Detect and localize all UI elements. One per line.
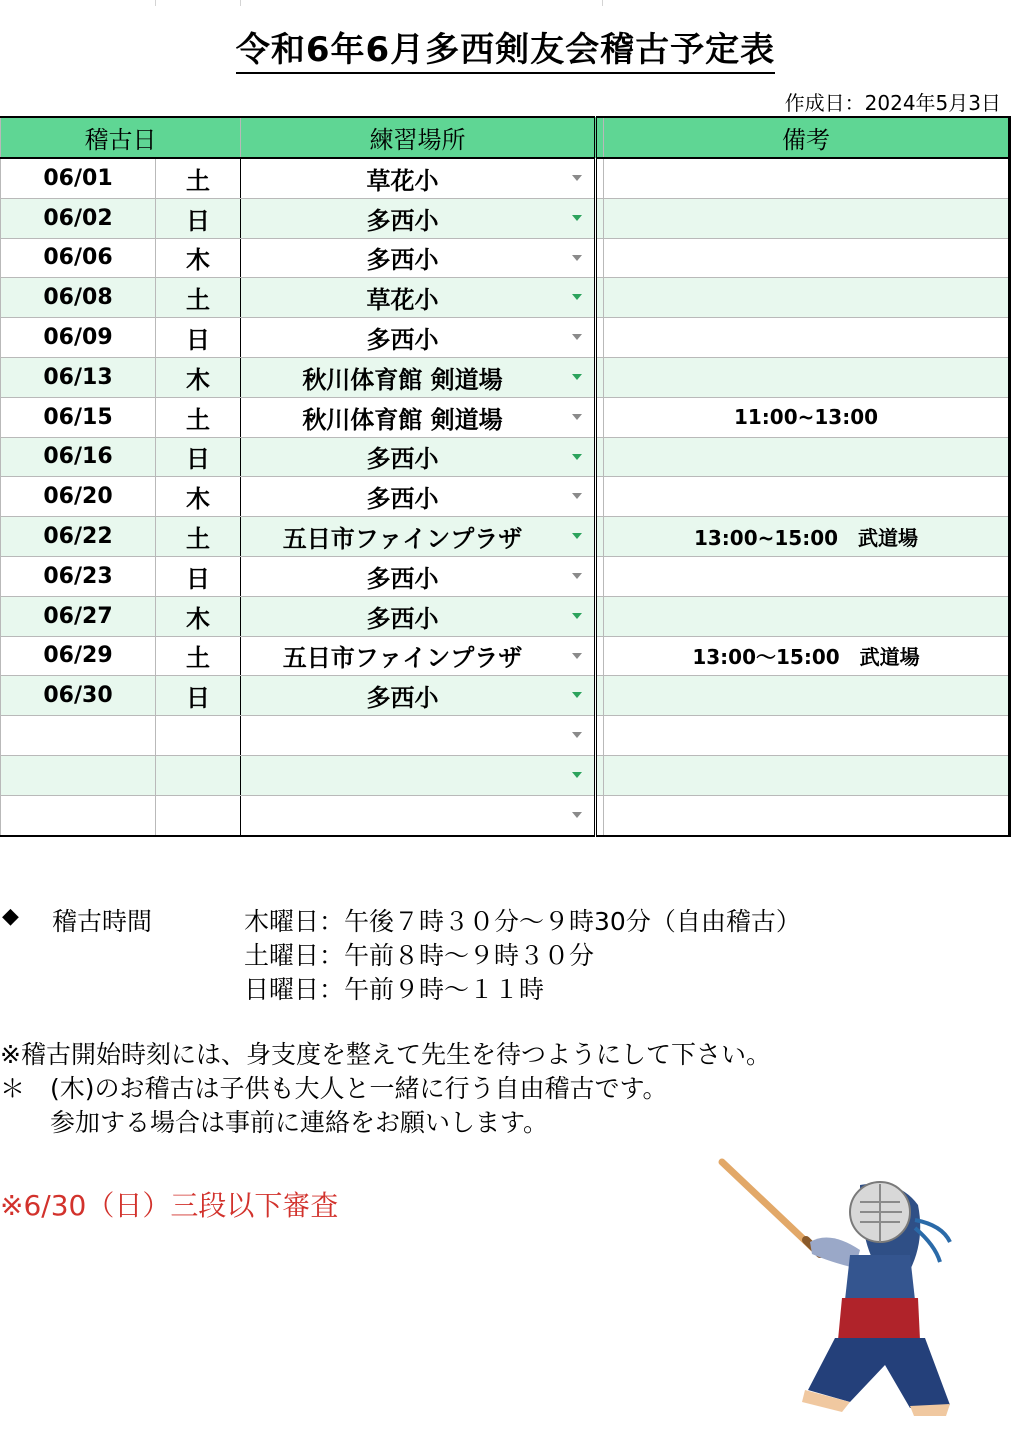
row-date: 06/15 <box>1 397 156 437</box>
row-place: 多西小 <box>366 564 439 593</box>
place-dropdown[interactable] <box>241 198 596 238</box>
row-note <box>604 795 1010 835</box>
place-dropdown[interactable] <box>241 716 596 756</box>
place-dropdown[interactable] <box>241 795 596 835</box>
table-row <box>1 437 1010 477</box>
row-weekday: 木 <box>156 357 241 397</box>
place-dropdown[interactable] <box>241 636 596 676</box>
row-place: 多西小 <box>366 604 439 633</box>
row-note: 13:00〜15:00 武道場 <box>604 636 1010 676</box>
table-row <box>1 158 1010 198</box>
row-note <box>604 556 1010 596</box>
column-separator <box>596 716 604 756</box>
column-separator <box>596 238 604 278</box>
schedule-table <box>0 116 1011 837</box>
table-row <box>1 517 1010 557</box>
dropdown-arrow-icon[interactable] <box>572 493 582 499</box>
row-note <box>604 596 1010 636</box>
row-place: 多西小 <box>366 485 439 514</box>
row-note <box>604 278 1010 318</box>
row-weekday: 木 <box>156 596 241 636</box>
table-row <box>1 238 1010 278</box>
place-dropdown[interactable] <box>241 596 596 636</box>
row-date: 06/16 <box>1 437 156 477</box>
column-separator <box>596 198 604 238</box>
column-separator <box>596 278 604 318</box>
row-date: 06/06 <box>1 238 156 278</box>
dropdown-arrow-icon[interactable] <box>572 533 582 539</box>
note-line-3-text: 参加する場合は事前に連絡をお願いします。 <box>50 1108 549 1137</box>
row-note: 11:00~13:00 <box>604 397 1010 437</box>
row-note <box>604 318 1010 358</box>
dropdown-arrow-icon[interactable] <box>572 573 582 579</box>
row-weekday <box>156 755 241 795</box>
dropdown-arrow-icon[interactable] <box>572 334 582 340</box>
dropdown-arrow-icon[interactable] <box>572 692 582 698</box>
column-separator <box>596 676 604 716</box>
table-row <box>1 318 1010 358</box>
dropdown-arrow-icon[interactable] <box>572 732 582 738</box>
row-weekday: 土 <box>156 636 241 676</box>
dropdown-arrow-icon[interactable] <box>572 613 582 619</box>
row-place: 五日市ファインプラザ <box>282 525 523 554</box>
notes-block <box>0 1038 771 1140</box>
row-date <box>1 716 156 756</box>
dropdown-arrow-icon[interactable] <box>572 414 582 420</box>
place-dropdown[interactable] <box>241 238 596 278</box>
dropdown-arrow-icon[interactable] <box>572 294 582 300</box>
dropdown-arrow-icon[interactable] <box>572 772 582 778</box>
column-separator <box>596 437 604 477</box>
row-note <box>604 198 1010 238</box>
header-date: 稽古日 <box>1 117 241 158</box>
table-row <box>1 477 1010 517</box>
row-place: 多西小 <box>366 326 439 355</box>
column-separator <box>596 596 604 636</box>
row-weekday: 日 <box>156 556 241 596</box>
row-weekday <box>156 795 241 835</box>
row-note <box>604 755 1010 795</box>
note-line-1: ※稽古開始時刻には、身支度を整えて先生を待つようにして下さい。 <box>0 1040 771 1069</box>
page-title <box>0 22 1011 71</box>
dropdown-arrow-icon[interactable] <box>572 215 582 221</box>
column-separator <box>596 158 604 198</box>
table-row <box>1 556 1010 596</box>
row-date: 06/20 <box>1 477 156 517</box>
row-note <box>604 437 1010 477</box>
table-row <box>1 755 1010 795</box>
row-date: 06/23 <box>1 556 156 596</box>
note-line-2-text: (木)のお稽古は子供も大人と一緒に行う自由稽古です。 <box>50 1074 668 1103</box>
row-note <box>604 676 1010 716</box>
row-weekday: 土 <box>156 397 241 437</box>
dropdown-arrow-icon[interactable] <box>572 454 582 460</box>
row-place: 多西小 <box>366 246 439 275</box>
column-separator <box>596 318 604 358</box>
row-place: 多西小 <box>366 206 439 235</box>
place-dropdown[interactable] <box>241 755 596 795</box>
row-place: 多西小 <box>366 445 439 474</box>
row-date: 06/27 <box>1 596 156 636</box>
row-weekday: 日 <box>156 676 241 716</box>
row-place: 秋川体育館 剣道場 <box>302 405 503 434</box>
row-date <box>1 795 156 835</box>
place-dropdown[interactable] <box>241 437 596 477</box>
dropdown-arrow-icon[interactable] <box>572 653 582 659</box>
page-title-text: 令和6年6月多西剣友会稽古予定表 <box>236 30 775 74</box>
place-dropdown[interactable] <box>241 397 596 437</box>
row-place: 多西小 <box>366 684 439 713</box>
dropdown-arrow-icon[interactable] <box>572 374 582 380</box>
table-row <box>1 357 1010 397</box>
table-row <box>1 278 1010 318</box>
row-date: 06/09 <box>1 318 156 358</box>
place-dropdown[interactable] <box>241 477 596 517</box>
row-weekday <box>156 716 241 756</box>
practice-times-label: 稽古時間 <box>52 907 153 936</box>
row-weekday: 木 <box>156 477 241 517</box>
column-separator <box>596 517 604 557</box>
table-row <box>1 716 1010 756</box>
row-weekday: 日 <box>156 198 241 238</box>
times-sunday: 日曜日：午前９時〜１１時 <box>244 975 545 1004</box>
note-line-2 <box>0 1072 771 1106</box>
created-date: 作成日：2024年5月3日 <box>784 91 1001 115</box>
header-place: 練習場所 <box>241 117 596 158</box>
place-dropdown[interactable] <box>241 676 596 716</box>
row-note <box>604 238 1010 278</box>
row-date: 06/30 <box>1 676 156 716</box>
place-dropdown[interactable] <box>241 278 596 318</box>
row-weekday: 日 <box>156 318 241 358</box>
place-dropdown[interactable] <box>241 556 596 596</box>
table-row <box>1 596 1010 636</box>
table-row <box>1 198 1010 238</box>
top-ruler <box>0 0 1011 6</box>
exam-notice: ※6/30（日）三段以下審査 <box>0 1189 339 1222</box>
row-weekday: 土 <box>156 278 241 318</box>
row-date: 06/08 <box>1 278 156 318</box>
times-saturday: 土曜日：午前８時〜９時３０分 <box>244 941 595 970</box>
row-weekday: 日 <box>156 437 241 477</box>
row-place: 秋川体育館 剣道場 <box>302 365 503 394</box>
dropdown-arrow-icon[interactable] <box>572 812 582 818</box>
column-separator <box>596 755 604 795</box>
column-separator <box>596 397 604 437</box>
table-row <box>1 676 1010 716</box>
row-date: 06/29 <box>1 636 156 676</box>
table-row <box>1 636 1010 676</box>
table-row <box>1 795 1010 835</box>
kendo-illustration <box>710 1150 970 1420</box>
column-separator <box>596 477 604 517</box>
row-note <box>604 477 1010 517</box>
place-dropdown[interactable] <box>241 357 596 397</box>
dropdown-arrow-icon[interactable] <box>572 255 582 261</box>
column-separator <box>596 636 604 676</box>
row-place: 五日市ファインプラザ <box>282 644 523 673</box>
asterisk-mark: ＊ <box>0 1074 26 1103</box>
row-note <box>604 158 1010 198</box>
row-weekday: 土 <box>156 517 241 557</box>
row-note <box>604 357 1010 397</box>
row-note: 13:00~15:00 武道場 <box>604 517 1010 557</box>
row-date: 06/13 <box>1 357 156 397</box>
row-place: 草花小 <box>366 286 439 315</box>
row-weekday: 木 <box>156 238 241 278</box>
column-separator <box>596 795 604 835</box>
row-date <box>1 755 156 795</box>
column-separator <box>596 357 604 397</box>
table-header-row <box>1 117 1010 158</box>
place-dropdown[interactable] <box>241 158 596 198</box>
row-date: 06/22 <box>1 517 156 557</box>
place-dropdown[interactable] <box>241 318 596 358</box>
note-line-3 <box>0 1106 771 1140</box>
dropdown-arrow-icon[interactable] <box>572 175 582 181</box>
diamond-icon: ◆ <box>2 904 19 929</box>
row-note <box>604 716 1010 756</box>
place-dropdown[interactable] <box>241 517 596 557</box>
times-thursday: 木曜日：午後７時３０分〜９時30分（自由稽古） <box>244 907 801 936</box>
row-date: 06/02 <box>1 198 156 238</box>
column-separator <box>596 117 604 158</box>
row-place: 草花小 <box>366 166 439 195</box>
table-row <box>1 397 1010 437</box>
header-note: 備考 <box>604 117 1010 158</box>
row-weekday: 土 <box>156 158 241 198</box>
row-date: 06/01 <box>1 158 156 198</box>
column-separator <box>596 556 604 596</box>
